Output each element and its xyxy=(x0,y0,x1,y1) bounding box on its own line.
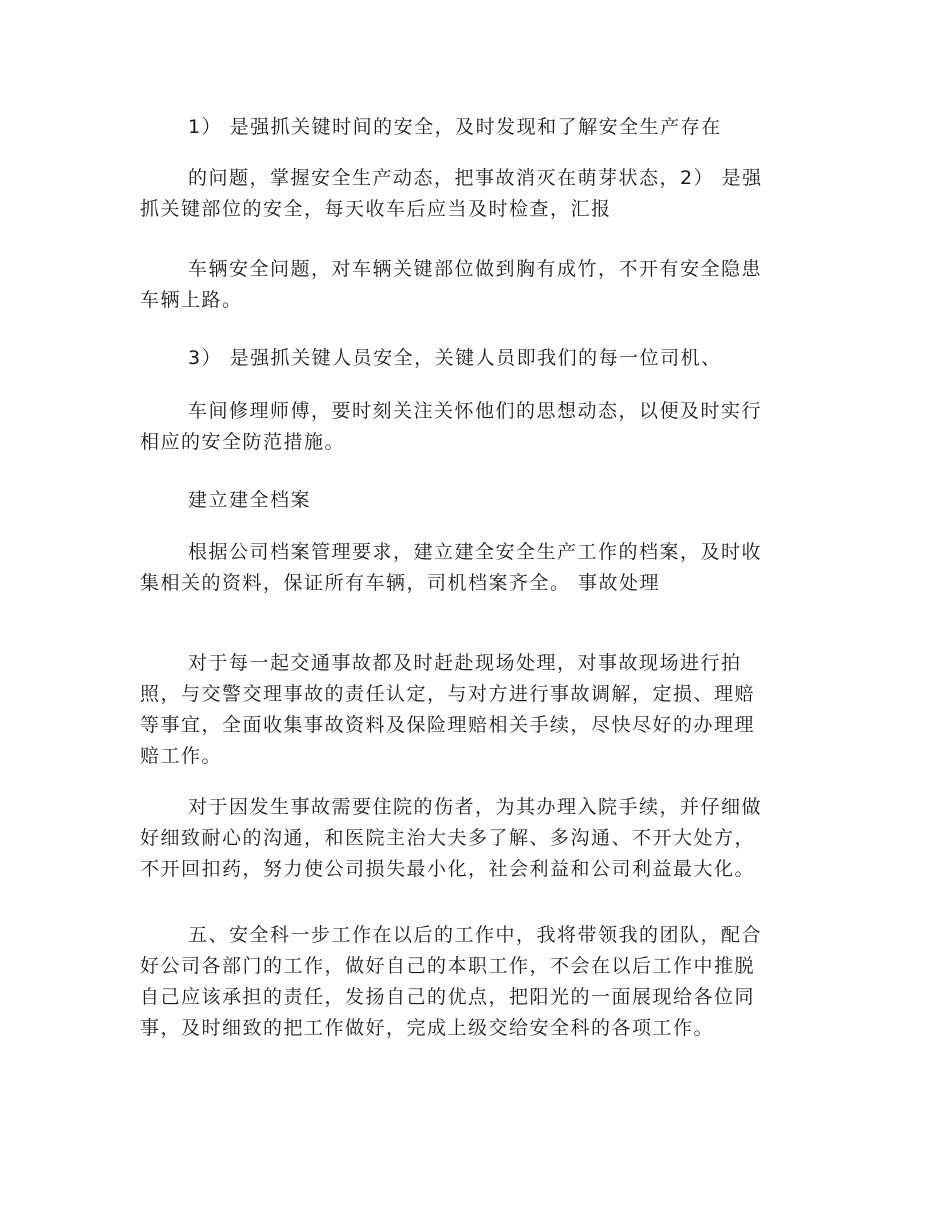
paragraph-line: 五、安全科一步工作在以后的工作中，我将带领我的团队，配合 xyxy=(188,924,763,946)
paragraph-line: 对于每一起交通事故都及时赶赴现场处理，对事故现场进行拍 xyxy=(188,652,742,674)
paragraph-line: 的问题，掌握安全生产动态，把事故消灭在萌芽状态，2） 是强 xyxy=(188,167,763,189)
paragraph-line: 根据公司档案管理要求，建立建全安全生产工作的档案，及时收 xyxy=(188,541,763,563)
paragraph-line: 车间修理师傅，要时刻关注关怀他们的思想动态，以便及时实行 xyxy=(188,400,763,422)
paragraph-line: 不开回扣药，努力使公司损失最小化，社会利益和公司利益最大化。 xyxy=(140,858,756,880)
paragraph-line: 车辆上路。 xyxy=(140,289,243,311)
paragraph-line: 车辆安全问题，对车辆关键部位做到胸有成竹，不开有安全隐患 xyxy=(188,258,763,280)
paragraph-line: 自己应该承担的责任，发扬自己的优点，把阳光的一面展现给各位同 xyxy=(140,986,756,1008)
paragraph-7 xyxy=(140,537,810,599)
paragraph-5 xyxy=(140,396,810,458)
paragraph-1 xyxy=(140,112,810,143)
paragraph-line: 3） 是强抓关键人员安全，关键人员即我们的每一位司机、 xyxy=(188,347,722,369)
paragraph-4 xyxy=(140,343,810,374)
paragraph-line: 照，与交警交理事故的责任认定，与对方进行事故调解，定损、理赔 xyxy=(140,683,756,705)
paragraph-line: 集相关的资料，保证所有车辆，司机档案齐全。 事故处理 xyxy=(140,572,661,594)
paragraph-8 xyxy=(140,648,810,772)
paragraph-line: 抓关键部位的安全，每天收车后应当及时检查，汇报 xyxy=(140,198,612,220)
paragraph-line: 对于因发生事故需要住院的伤者，为其办理入院手续，并仔细做 xyxy=(188,796,763,818)
paragraph-line: 事，及时细致的把工作做好，完成上级交给安全科的各项工作。 xyxy=(140,1017,715,1039)
section-heading xyxy=(140,485,810,516)
paragraph-line: 等事宜，全面收集事故资料及保险理赔相关手续，尽快尽好的办理理 xyxy=(140,714,756,736)
paragraph-3 xyxy=(140,254,810,316)
paragraph-line: 好公司各部门的工作，做好自己的本职工作，不会在以后工作中推脱 xyxy=(140,955,756,977)
paragraph-10 xyxy=(140,920,810,1044)
paragraph-2 xyxy=(140,163,810,225)
paragraph-line: 1） 是强抓关键时间的安全，及时发现和了解安全生产存在 xyxy=(188,116,722,138)
paragraph-line: 建立建全档案 xyxy=(188,489,312,511)
paragraph-line: 相应的安全防范措施。 xyxy=(140,431,346,453)
paragraph-line: 赔工作。 xyxy=(140,745,223,767)
paragraph-line: 好细致耐心的沟通，和医院主治大夫多了解、多沟通、不开大处方， xyxy=(140,827,756,849)
paragraph-9 xyxy=(140,792,810,885)
